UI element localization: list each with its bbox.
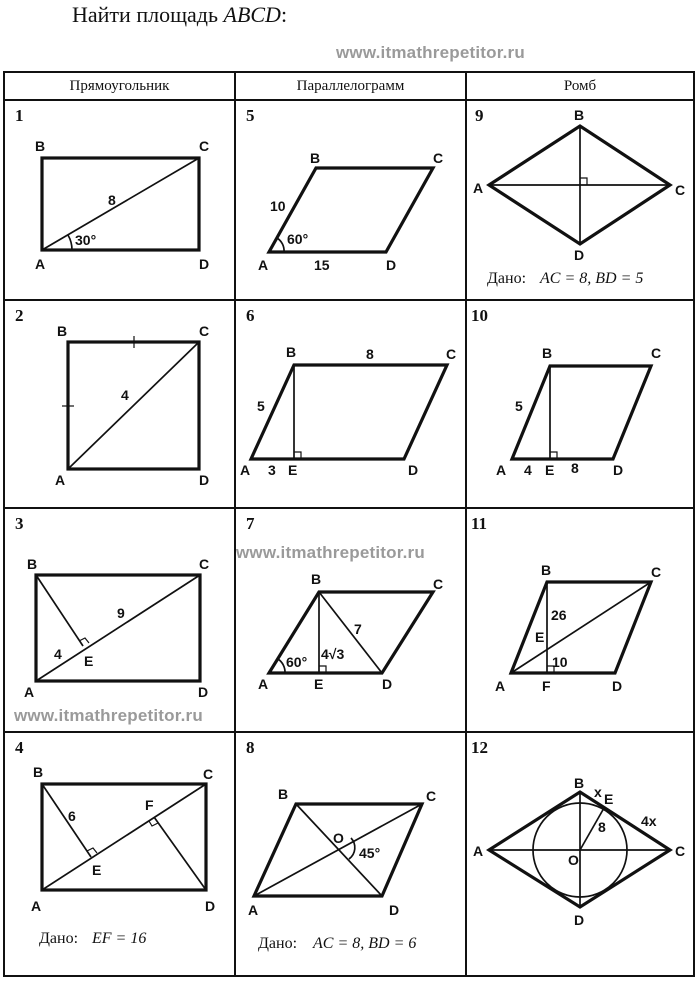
length-label: 4 (524, 462, 532, 478)
point-f-label: F (542, 678, 551, 694)
length-label: 4 (54, 646, 62, 662)
problem-4-figure (5, 731, 231, 977)
point-a-label: A (258, 676, 269, 692)
length-label: 5 (515, 398, 523, 414)
point-b-label: B (33, 764, 44, 780)
point-b-label: B (27, 556, 38, 572)
page-title: Найти площадь ABCD: (72, 2, 288, 27)
point-e-label: E (604, 791, 614, 807)
point-d-label: D (199, 256, 210, 272)
length-label: 10 (552, 654, 568, 670)
given-values: EF = 16 (92, 930, 147, 947)
point-a-label: A (473, 180, 484, 196)
page-title-figure: ABCD (223, 2, 281, 27)
problem-2-figure (5, 299, 231, 505)
point-d-label: D (199, 472, 210, 488)
problem-1-figure (5, 99, 231, 297)
given-values: AC = 8, BD = 5 (540, 270, 644, 287)
diagonal-ac (42, 784, 206, 890)
problem-number: 5 (246, 106, 255, 125)
angle-label: 45° (359, 845, 381, 861)
height-label: 4√3 (321, 646, 345, 662)
problem-6-figure (236, 299, 462, 505)
column-header-rectangle: Прямоугольник (69, 78, 170, 94)
point-a-label: A (31, 898, 42, 914)
problem-number: 2 (15, 306, 24, 325)
point-a-label: A (240, 462, 251, 478)
point-c-label: C (199, 323, 210, 339)
parallelogram-abcd (251, 365, 447, 459)
point-a-label: A (35, 256, 46, 272)
angle-label: 60° (286, 654, 308, 670)
angle-arc (349, 838, 355, 859)
point-e-label: E (92, 862, 102, 878)
problem-number: 1 (15, 106, 24, 125)
given-label: Дано: (39, 930, 79, 947)
length-label: 5 (257, 398, 265, 414)
problem-10-figure (467, 299, 693, 505)
point-e-label: E (288, 462, 298, 478)
problem-5-figure (236, 99, 462, 297)
point-d-label: D (612, 678, 623, 694)
angle-arc (68, 235, 72, 250)
point-f-label: F (145, 797, 154, 813)
point-b-label: B (278, 786, 289, 802)
point-b-label: B (574, 107, 585, 123)
point-b-label: B (542, 345, 553, 361)
point-b-label: B (310, 150, 321, 166)
point-d-label: D (408, 462, 419, 478)
point-c-label: C (675, 182, 686, 198)
angle-arc (277, 238, 284, 252)
point-d-label: D (613, 462, 624, 478)
point-c-label: C (426, 788, 437, 804)
point-b-label: B (57, 323, 68, 339)
point-e-label: E (314, 676, 324, 692)
given-label: Дано: (258, 935, 298, 952)
point-b-label: B (286, 344, 297, 360)
point-c-label: C (651, 345, 662, 361)
point-a-label: A (248, 902, 259, 918)
length-label: 7 (354, 621, 362, 637)
given-values: AC = 8, BD = 6 (313, 935, 417, 952)
problem-number: 4 (15, 738, 24, 757)
length-label: 8 (598, 819, 606, 835)
angle-arc (278, 659, 285, 673)
problem-12-figure (467, 731, 693, 977)
point-c-label: C (675, 843, 686, 859)
height-be (42, 784, 91, 857)
problem-number: 11 (471, 514, 488, 533)
point-c-label: C (203, 766, 214, 782)
point-e-label: E (84, 653, 94, 669)
diagonal-ac (68, 342, 199, 469)
length-label: 4x (641, 813, 657, 829)
problem-9-figure (467, 99, 693, 297)
problem-number: 3 (15, 514, 24, 533)
length-label: 9 (117, 605, 125, 621)
angle-label: 30° (75, 232, 97, 248)
diagonal-ac (42, 158, 199, 250)
watermark-top: www.itmathrepetitor.ru (336, 43, 525, 62)
point-c-label: C (199, 556, 210, 572)
point-d-label: D (382, 676, 393, 692)
point-a-label: A (258, 257, 269, 273)
point-c-label: C (446, 346, 457, 362)
problem-number: 9 (475, 106, 484, 125)
diagonal-ac (36, 575, 200, 681)
point-o-label: O (333, 830, 344, 846)
problem-7-figure (236, 507, 462, 729)
point-o-label: O (568, 852, 579, 868)
right-angle-mark (580, 178, 587, 185)
angle-label: 60° (287, 231, 309, 247)
problem-3-figure (5, 507, 231, 729)
length-label: 3 (268, 462, 276, 478)
length-label: 8 (108, 192, 116, 208)
problem-number: 10 (471, 306, 488, 325)
column-header-parallelogram: Параллелограмм (296, 78, 405, 94)
point-d-label: D (205, 898, 216, 914)
length-label: 8 (571, 460, 579, 476)
point-a-label: A (473, 843, 484, 859)
point-a-label: A (495, 678, 506, 694)
height-df (154, 817, 206, 890)
length-label: x (594, 784, 602, 800)
point-b-label: B (574, 775, 585, 791)
point-d-label: D (386, 257, 397, 273)
point-c-label: C (433, 150, 444, 166)
length-label: 10 (270, 198, 286, 214)
problem-11-figure (467, 507, 693, 729)
point-e-label: E (535, 629, 545, 645)
watermark-middle: www.itmathrepetitor.ru (236, 543, 425, 562)
problem-number: 8 (246, 738, 255, 757)
point-a-label: A (24, 684, 35, 700)
watermark-bottom: www.itmathrepetitor.ru (14, 706, 203, 725)
point-d-label: D (389, 902, 400, 918)
length-label: 6 (68, 808, 76, 824)
point-d-label: D (198, 684, 209, 700)
rhombus-abcd (512, 366, 651, 459)
length-label: 15 (314, 257, 330, 273)
point-c-label: C (433, 576, 444, 592)
point-c-label: C (651, 564, 662, 580)
diagonal-ac (511, 582, 651, 673)
problem-number: 6 (246, 306, 255, 325)
length-label: 8 (366, 346, 374, 362)
column-header-rhombus: Ромб (563, 78, 597, 94)
point-b-label: B (35, 138, 46, 154)
point-c-label: C (199, 138, 210, 154)
point-d-label: D (574, 912, 585, 928)
problem-8-figure (236, 731, 462, 977)
point-b-label: B (311, 571, 322, 587)
problem-number: 12 (471, 738, 488, 757)
point-a-label: A (496, 462, 507, 478)
point-e-label: E (545, 462, 555, 478)
height-be (36, 575, 83, 646)
problem-number: 7 (246, 514, 255, 533)
length-label: 4 (121, 387, 129, 403)
point-a-label: A (55, 472, 66, 488)
point-b-label: B (541, 562, 552, 578)
point-d-label: D (574, 247, 585, 263)
given-label: Дано: (487, 270, 527, 287)
length-label: 26 (551, 607, 567, 623)
